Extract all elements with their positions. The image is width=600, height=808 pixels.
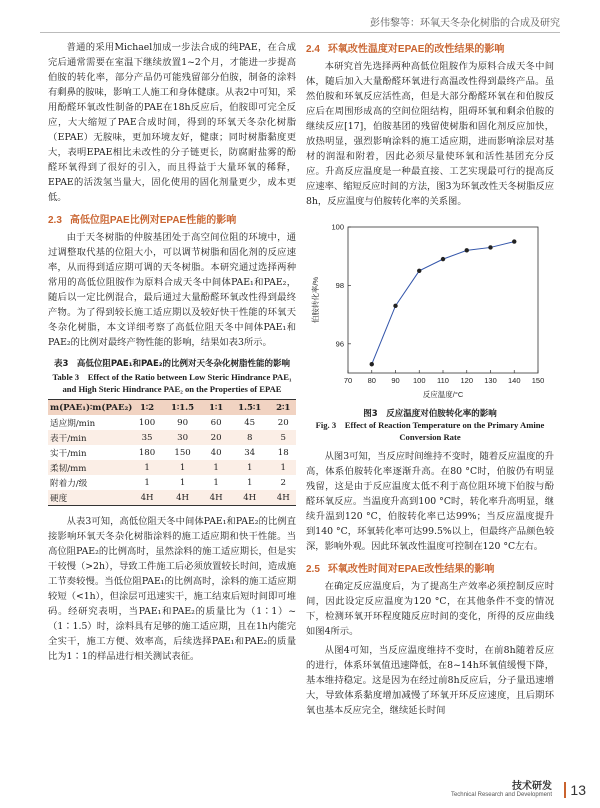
table-row xyxy=(48,460,296,475)
table-row xyxy=(48,475,296,490)
table-cell: 1 xyxy=(144,477,150,488)
table-cell: 20 xyxy=(277,417,289,428)
table-cell: 4H xyxy=(243,492,257,503)
footer-brand-cn: 技术研发 xyxy=(512,781,552,792)
table-cell: 1 xyxy=(246,462,253,473)
section-number: 2.4 xyxy=(306,44,320,55)
right-column xyxy=(306,40,554,722)
table-cell: 18 xyxy=(277,447,289,458)
table-row xyxy=(48,430,296,445)
figure-3 xyxy=(306,215,554,405)
table-cell: 1 xyxy=(144,462,150,473)
table-cell: 60 xyxy=(210,417,222,428)
y-tick-label: 98 xyxy=(335,280,344,290)
table-row xyxy=(48,445,296,460)
paragraph: 从图3可知，当反应时间维持不变时，随着反应温度的升高，体系伯胺转化率逐渐升高。在80 °C时，伯胺仍有明显残留，这是由于反应温度太低不利于高位阻环境下伯胺与酚醛环氧反应。当温度升高到100 °C时，转化率升高明显，继续升温到120 °C，伯胺转化率已达99%；当反应温度提升到140 °C，环氧转化率可达99.5%以上，但最终产品颜色较深，影响外观。因此环氧改性温度可控制在120 °C左右。 xyxy=(306,451,554,552)
section-heading xyxy=(306,560,554,575)
table-cell: 45 xyxy=(244,417,256,428)
table-header-cell: 1∶1 xyxy=(209,402,224,413)
data-point xyxy=(370,362,374,366)
table-row xyxy=(48,415,296,430)
paragraph: 本研究首先选择两种高低位阻胺作为原料合成天冬中间体，随后加入大量酚醛环氧进行高温改性得到最终产品。虽然伯胺和环氧反应活性高，但是大部分酚醛环氧在和伯胺反应后在周围形成高的空间位阻结构，阻碍环氧和剩余伯胺的继续反应[17]，伯胺基团的残留使树脂和固化剂反应加快，放热明显，强烈影响涂料的施工适应期，进而影响涂层对基材的润湿和附着，因此必须尽量使环氧和活性基团充分反应。升高反应温度是一种最直接、工艺实现最可行的提高反应速率、缩短反应时间的方法，图3为环氧改性天冬树脂反应8h，反应温度与伯胺转化率的关系图。 xyxy=(306,61,554,207)
page-number: 13 xyxy=(564,782,586,798)
table-cell: 2 xyxy=(280,477,286,488)
table-cell: 34 xyxy=(244,447,256,458)
ratio-properties-table xyxy=(48,399,296,506)
data-point xyxy=(512,239,516,243)
table-cell: 1 xyxy=(213,462,219,473)
table-header-cell: 1∶1.5 xyxy=(170,402,195,413)
section-number: 2.5 xyxy=(306,564,320,575)
table-cell: 4H xyxy=(209,492,223,503)
x-tick-label: 80 xyxy=(367,376,376,385)
table-row-label: 适应期/min xyxy=(50,418,96,429)
figure-caption-en: Fig. 3 Effect of Reaction Temperature on the Primary Amine Conversion Rate xyxy=(315,420,545,442)
table-cell: 1 xyxy=(280,462,286,473)
table-cell: 4H xyxy=(276,492,290,503)
paragraph: 由于天冬树脂的仲胺基团处于高空间位阻的环境中，通过调整取代基的位阻大小，可以调节树脂和固化剂的反应速率，从而得到适应期可调的天冬树脂。本研究通过选择两种常用的高低位阻胺作为原料合成天冬中间体PAE₁和PAE₂，随后以一定比例混合，最后通过大量酚醛环氧改性得到最终产物。为了得到较长施工适应期以及较好快干性能的环氧天冬杂化树脂，本文详细考察了高低位阻天冬中间体PAE₁和PAE₂的比例对最终产物性能的影响，结果如表3所示。 xyxy=(48,232,296,348)
table-caption-en: Table 3 Effect of the Ratio between Low Steric Hindrance PAE₁ and High Steric Hindrance PAE₂ on the Properties of EPAE xyxy=(52,372,292,394)
table-cell: 100 xyxy=(138,417,156,428)
table-row xyxy=(48,490,296,506)
paragraph: 从图4可知，当反应温度维持不变时，在前8h随着反应的进行，体系环氧值迅速降低，在8~14h环氧值缓慢下降，基本维持稳定。这是因为在经过前8h反应后，分子量迅速增大，导致体系黏度增加减慢了环氧开环反应速度，且后期环氧也基本反应完全，继续延长时间 xyxy=(306,645,554,716)
figure-caption-cn: 图3 反应温度对伯胺转化率的影响 xyxy=(363,409,497,419)
x-axis-label: 反应温度/°C xyxy=(422,390,464,399)
paragraph: 从表3可知，高低位阻天冬中间体PAE₁和PAE₂的比例直接影响环氧天冬杂化树脂涂料的施工适应期和快干性能。当高位阻PAE₂的比例高时，虽然涂料的施工适应期长，但是实干较慢（>2h），导致工件施工后必须放置较长时间，造成施工节奏较慢。当低位阻PAE₁的比例高时，涂料的施工适应期较短（<1h），但涂层可迅速实干，施工结束后短时间即可堆码。经研究表明，当PAE₁和PAE₂的质量比为（1∶1）~（1∶1.5）时，涂料具有足够的施工适应期，且在1h内能完全实干，施工方便、效率高，后续选择PAE₁和PAE₂的质量比为1∶1的样品进行相关测试表征。 xyxy=(48,516,296,662)
data-point xyxy=(465,248,469,252)
table-cell: 35 xyxy=(141,432,153,443)
table-cell: 4H xyxy=(140,492,154,503)
x-tick-label: 120 xyxy=(460,376,474,385)
table-row-label: 附着力/级 xyxy=(50,478,88,489)
section-heading xyxy=(48,211,296,226)
x-tick-label: 140 xyxy=(507,376,521,385)
table-cell: 1 xyxy=(179,477,186,488)
table-cell: 90 xyxy=(177,417,189,428)
y-tick-label: 96 xyxy=(335,339,344,349)
table-cell: 30 xyxy=(177,432,189,443)
footer-brand-en: Technical Research and Development xyxy=(450,792,552,798)
table-header-label: m(PAE₁)∶m(PAE₂) xyxy=(50,402,133,413)
table-cell: 40 xyxy=(210,447,222,458)
y-tick-label: 100 xyxy=(331,222,344,232)
table-header-row xyxy=(48,400,296,416)
y-axis-label: 伯胺转化率/% xyxy=(311,276,320,324)
x-tick-label: 90 xyxy=(391,376,400,385)
section-number: 2.3 xyxy=(48,215,62,226)
table-header-cell: 1∶2 xyxy=(139,402,155,413)
section-title: 环氧改性温度对EPAE的改性结果的影响 xyxy=(327,44,505,55)
table-header-cell: 2∶1 xyxy=(276,402,291,413)
left-column xyxy=(48,40,296,668)
table-cell: 1 xyxy=(213,477,219,488)
running-title: 彭伟黎等：环氧天冬杂化树脂的合成及研究 xyxy=(370,18,560,29)
table-cell: 5 xyxy=(280,432,286,443)
paragraph: 普通的采用Michael加成一步法合成的纯PAE，在合成完后通常需要在室温下继续放置1~2个月，才能进一步提高伯胺的转化率，部分产品仍可能残留部分伯胺，制备的涂料有剩鼻的胺味，影响工人施工和身体健康。从表2中可知，采用酚醛环氧改性制备的PAE在18h反应后，伯胺即可完全反应，大大缩短了PAE合成时间，得到的环氧天冬杂化树脂（EPAE）无胺味，更加环境友好，健康；同时树脂黏度更大，表明EPAE相比未改性的分子链更长，防腐耐盐雾的酚醛环氧得到了很好的引入，而且得益于大量环氧的稀释，EPAE的活泼氢当量大，固化使用的固化剂量更少，成本更低。 xyxy=(48,42,296,203)
table-cell: 150 xyxy=(174,447,191,458)
section-title: 高低位阻PAE比例对EPAE性能的影响 xyxy=(69,215,237,226)
table-row-label: 实干/min xyxy=(50,448,87,459)
plot-frame xyxy=(348,227,538,373)
data-point xyxy=(393,304,397,308)
data-point xyxy=(417,269,421,273)
table-cell: 8 xyxy=(246,432,253,443)
conversion-chart xyxy=(306,215,554,405)
table-cell: 1 xyxy=(246,477,253,488)
x-tick-label: 100 xyxy=(412,376,426,385)
footer-brand xyxy=(451,777,552,798)
table-row-label: 硬度 xyxy=(50,493,68,504)
paragraph: 在确定反应温度后，为了提高生产效率必须控制反应时间，因此设定反应温度为120 °C，在其他条件不变的情况下，检测环氧开环程度随反应时间的变化，所得的反应曲线如图4所示。 xyxy=(306,581,554,637)
x-tick-label: 150 xyxy=(531,376,545,385)
table-row-label: 柔韧/mm xyxy=(50,463,87,474)
x-tick-label: 130 xyxy=(484,376,497,385)
x-tick-label: 110 xyxy=(437,376,449,385)
data-point xyxy=(441,257,445,261)
table-header-cell: 1.5∶1 xyxy=(238,402,262,413)
x-tick-label: 70 xyxy=(343,376,353,385)
table-cell: 20 xyxy=(210,432,222,443)
section-title: 环氧改性时间对EPAE改性结果的影响 xyxy=(327,564,495,575)
data-point xyxy=(488,245,492,249)
table-cell: 4H xyxy=(176,492,190,503)
section-heading xyxy=(306,40,554,55)
table-cell: 180 xyxy=(138,447,156,458)
table-caption-cn: 表3 高低位阻PAE₁和PAE₂的比例对天冬杂化树脂性能的影响 xyxy=(53,359,291,369)
running-header xyxy=(40,10,560,33)
table-cell: 1 xyxy=(179,462,186,473)
table-row-label: 表干/min xyxy=(50,433,87,444)
